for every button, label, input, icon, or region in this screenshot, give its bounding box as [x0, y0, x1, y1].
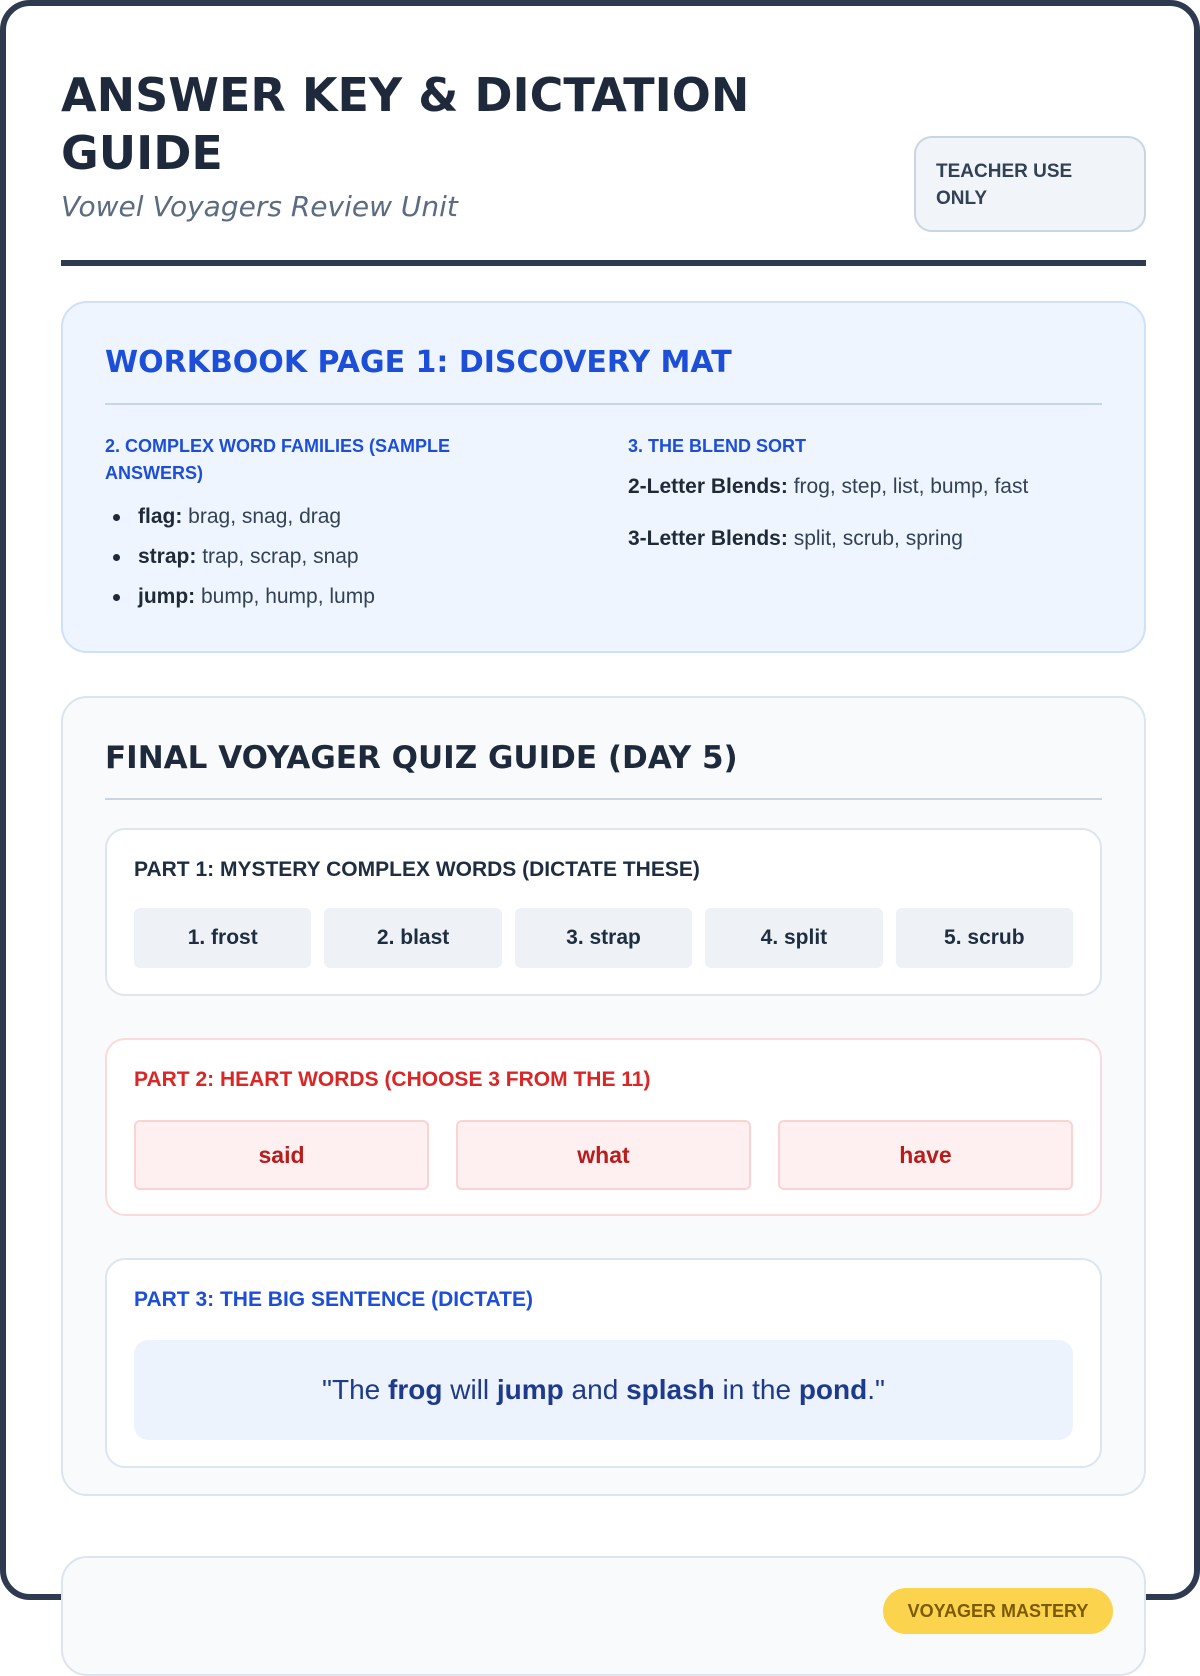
mystery-words-row [134, 908, 1073, 968]
quiz-section [61, 696, 1146, 1496]
divider [105, 798, 1102, 800]
mystery-word: 2. blast [324, 908, 501, 968]
word-families-heading: 2. COMPLEX WORD FAMILIES (SAMPLE ANSWERS) [105, 436, 451, 483]
heart-word: what [456, 1120, 751, 1190]
part3-heading: PART 3: THE BIG SENTENCE (DICTATE) [134, 1288, 533, 1311]
page-header [61, 66, 1146, 266]
list-item [105, 497, 535, 537]
part1-heading: PART 1: MYSTERY COMPLEX WORDS (DICTATE THESE) [134, 858, 700, 881]
three-letter-blends [628, 524, 1108, 554]
sentence-target-word: splash [626, 1374, 715, 1405]
word-families-column [105, 433, 535, 617]
sentence-text: and [563, 1374, 627, 1405]
part1-card [105, 828, 1102, 996]
heart-word: said [134, 1120, 429, 1190]
mastery-pill: VOYAGER MASTERY [883, 1588, 1113, 1634]
part3-card [105, 1258, 1102, 1468]
teacher-use-badge: TEACHER USE ONLY [914, 136, 1146, 232]
sentence-text: in the [714, 1374, 799, 1405]
word-families-list [105, 497, 535, 617]
blend-label: 2-Letter Blends: [628, 475, 788, 498]
workbook-section [61, 301, 1146, 653]
page-title: ANSWER KEY & DICTATION GUIDE [61, 68, 750, 180]
mystery-word: 3. strap [515, 908, 692, 968]
sentence-target-word: pond [798, 1374, 868, 1405]
blend-sort-heading: 3. THE BLEND SORT [628, 436, 807, 456]
page-subtitle: Vowel Voyagers Review Unit [61, 190, 458, 223]
part2-card [105, 1038, 1102, 1216]
next-section-partial [61, 1556, 1146, 1676]
blend-label: 3-Letter Blends: [628, 527, 788, 550]
dictation-sentence [134, 1340, 1073, 1440]
heart-words-row [134, 1120, 1073, 1190]
sentence-text: "The [322, 1374, 388, 1405]
family-answers: brag, snag, drag [182, 505, 342, 528]
sentence-text: will [442, 1374, 497, 1405]
list-item [105, 577, 535, 617]
mystery-word: 1. frost [134, 908, 311, 968]
workbook-title: WORKBOOK PAGE 1: DISCOVERY MAT [105, 345, 732, 380]
two-letter-blends [628, 472, 1108, 502]
family-word: strap: [138, 545, 197, 568]
blend-words: split, scrub, spring [787, 527, 963, 550]
list-item [105, 537, 535, 577]
family-word: jump: [138, 585, 196, 608]
family-answers: trap, scrap, snap [196, 545, 359, 568]
quiz-title: FINAL VOYAGER QUIZ GUIDE (DAY 5) [105, 740, 738, 776]
heart-word: have [778, 1120, 1073, 1190]
family-answers: bump, hump, lump [195, 585, 375, 608]
mystery-word: 4. split [705, 908, 882, 968]
part2-heading: PART 2: HEART WORDS (CHOOSE 3 FROM THE 11) [134, 1068, 651, 1091]
sentence-text: ." [867, 1374, 885, 1405]
mystery-word: 5. scrub [896, 908, 1073, 968]
divider [105, 403, 1102, 405]
sentence-target-word: frog [388, 1374, 443, 1405]
family-word: flag: [138, 505, 183, 528]
sentence-target-word: jump [496, 1374, 564, 1405]
blend-sort-column [628, 433, 1108, 554]
blend-words: frog, step, list, bump, fast [787, 475, 1029, 498]
